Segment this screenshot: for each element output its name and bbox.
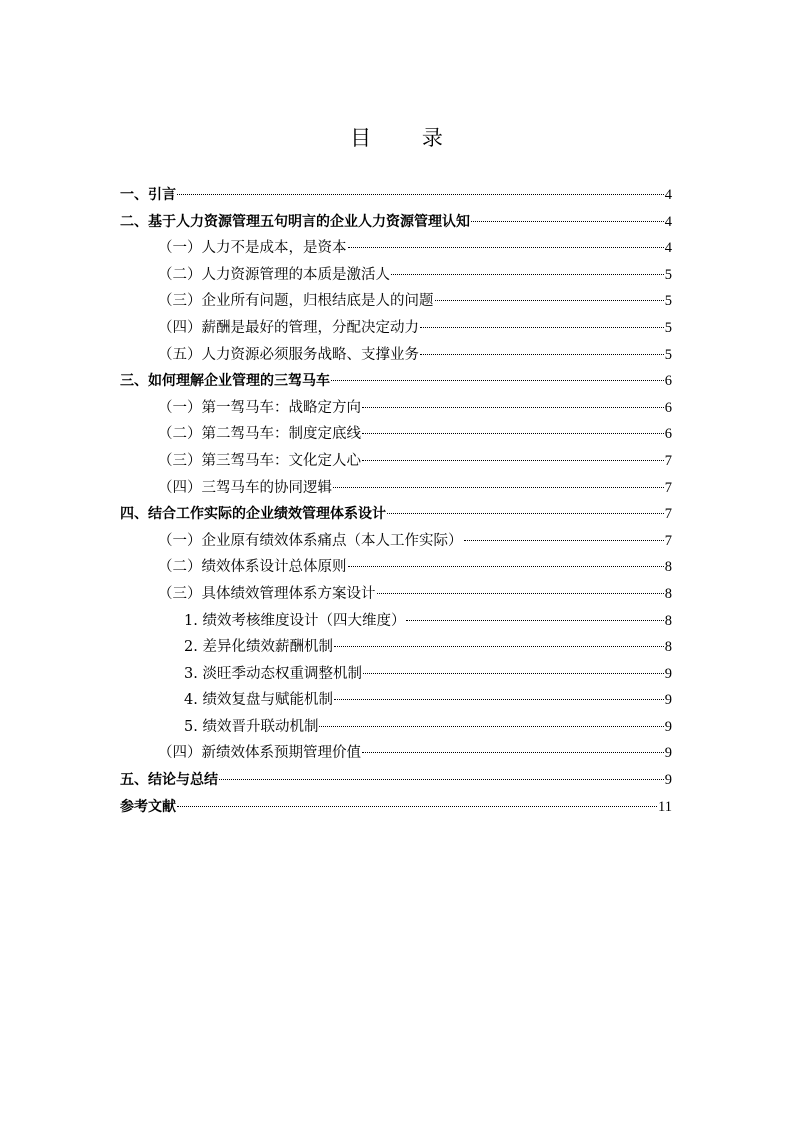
- dot-leader: [331, 379, 664, 381]
- toc-entry-page-number: 7: [664, 532, 672, 549]
- toc-entry-page-number: 9: [664, 718, 672, 735]
- toc-entry-text: （三）第三驾马车：文化定人心: [158, 452, 361, 469]
- toc-entry-page-number: 5: [664, 266, 672, 283]
- toc-entry[interactable]: [120, 448, 672, 475]
- toc-entry[interactable]: [120, 767, 672, 794]
- toc-entry-text: 参考文献: [120, 798, 176, 815]
- toc-entry[interactable]: [120, 608, 672, 635]
- toc-entry-page-number: 9: [664, 745, 672, 762]
- toc-entry[interactable]: [120, 209, 672, 236]
- toc-entry[interactable]: [120, 288, 672, 315]
- toc-entry-page-number: 11: [658, 798, 672, 815]
- toc-entry-text: （四）薪酬是最好的管理，分配决定动力: [158, 319, 419, 336]
- toc-entry[interactable]: [120, 182, 672, 209]
- toc-entry-page-number: 9: [664, 665, 672, 682]
- toc-entry-text: （一）企业原有绩效体系痛点（本人工作实际）: [158, 532, 463, 549]
- toc-entry-text: （二）第二驾马车：制度定底线: [158, 426, 361, 443]
- toc-entry-text: 2. 差异化绩效薪酬机制: [184, 639, 333, 656]
- toc-entry-text: 二、基于人力资源管理五句明言的企业人力资源管理认知: [120, 213, 470, 230]
- dot-leader: [334, 645, 664, 647]
- toc-entry-page-number: 8: [664, 585, 672, 602]
- toc-entry-text: （四）三驾马车的协同逻辑: [158, 479, 332, 496]
- dot-leader: [435, 299, 664, 301]
- dot-leader: [177, 193, 664, 195]
- dot-leader: [377, 592, 664, 594]
- toc-entry[interactable]: [120, 661, 672, 688]
- toc-entry[interactable]: [120, 421, 672, 448]
- toc-entry-text: 3. 淡旺季动态权重调整机制: [184, 665, 362, 682]
- toc-entry-page-number: 7: [664, 479, 672, 496]
- toc-entry[interactable]: [120, 581, 672, 608]
- toc-entry[interactable]: [120, 395, 672, 422]
- toc-entry-page-number: 5: [664, 319, 672, 336]
- toc-entry-text: 4. 绩效复盘与赋能机制: [184, 692, 333, 709]
- toc-entry[interactable]: [120, 501, 672, 528]
- dot-leader: [348, 565, 664, 567]
- dot-leader: [387, 512, 664, 514]
- table-of-contents: [120, 182, 672, 820]
- toc-entry[interactable]: [120, 794, 672, 821]
- toc-entry[interactable]: [120, 262, 672, 289]
- dot-leader: [319, 725, 663, 727]
- toc-entry[interactable]: [120, 554, 672, 581]
- toc-entry-page-number: 6: [664, 373, 672, 390]
- toc-entry[interactable]: [120, 634, 672, 661]
- toc-entry-page-number: 6: [664, 399, 672, 416]
- toc-entry[interactable]: [120, 714, 672, 741]
- dot-leader: [362, 751, 664, 753]
- dot-leader: [334, 698, 664, 700]
- toc-entry-page-number: 7: [664, 452, 672, 469]
- toc-entry-text: 1. 绩效考核维度设计（四大维度）: [184, 612, 406, 629]
- dot-leader: [362, 459, 664, 461]
- toc-entry-page-number: 7: [664, 506, 672, 523]
- dot-leader: [333, 486, 664, 488]
- toc-entry-page-number: 5: [664, 346, 672, 363]
- toc-entry[interactable]: [120, 475, 672, 502]
- toc-entry-page-number: 9: [664, 692, 672, 709]
- toc-entry[interactable]: [120, 315, 672, 342]
- toc-entry-text: 三、如何理解企业管理的三驾马车: [120, 373, 330, 390]
- dot-leader: [391, 273, 664, 275]
- toc-entry[interactable]: [120, 342, 672, 369]
- dot-leader: [362, 432, 664, 434]
- dot-leader: [363, 672, 664, 674]
- toc-title: 目 录: [350, 126, 465, 150]
- dot-leader: [219, 778, 664, 780]
- toc-entry[interactable]: [120, 368, 672, 395]
- toc-entry-page-number: 8: [664, 559, 672, 576]
- toc-entry-text: （二）绩效体系设计总体原则: [158, 559, 347, 576]
- toc-entry-page-number: 5: [664, 293, 672, 310]
- toc-entry[interactable]: [120, 687, 672, 714]
- toc-entry-page-number: 9: [664, 772, 672, 789]
- toc-entry-page-number: 6: [664, 426, 672, 443]
- dot-leader: [471, 220, 664, 222]
- toc-entry[interactable]: [120, 528, 672, 555]
- dot-leader: [420, 326, 664, 328]
- toc-entry-text: （二）人力资源管理的本质是激活人: [158, 266, 390, 283]
- toc-entry-text: （三）企业所有问题，归根结底是人的问题: [158, 293, 434, 310]
- toc-entry-page-number: 4: [664, 213, 672, 230]
- toc-entry-text: （四）新绩效体系预期管理价值: [158, 745, 361, 762]
- toc-entry-text: 一、引言: [120, 187, 176, 203]
- toc-entry-page-number: 8: [664, 639, 672, 656]
- toc-entry[interactable]: [120, 235, 672, 262]
- toc-entry-page-number: 8: [664, 612, 672, 629]
- toc-entry-text: 四、结合工作实际的企业绩效管理体系设计: [120, 506, 386, 523]
- toc-entry-text: （一）人力不是成本，是资本: [158, 240, 347, 257]
- toc-entry-text: 五、结论与总结: [120, 772, 218, 789]
- toc-entry[interactable]: [120, 740, 672, 767]
- toc-entry-text: （一）第一驾马车：战略定方向: [158, 399, 361, 416]
- toc-entry-text: 5. 绩效晋升联动机制: [184, 718, 319, 735]
- toc-entry-text: （三）具体绩效管理体系方案设计: [158, 585, 376, 602]
- toc-entry-text: （五）人力资源必须服务战略、支撑业务: [158, 346, 419, 363]
- dot-leader: [420, 353, 664, 355]
- dot-leader: [177, 805, 657, 807]
- dot-leader: [348, 246, 664, 248]
- dot-leader: [362, 406, 664, 408]
- dot-leader: [464, 539, 664, 541]
- dot-leader: [406, 619, 663, 621]
- toc-entry-page-number: 4: [664, 187, 672, 203]
- toc-entry-page-number: 4: [664, 240, 672, 257]
